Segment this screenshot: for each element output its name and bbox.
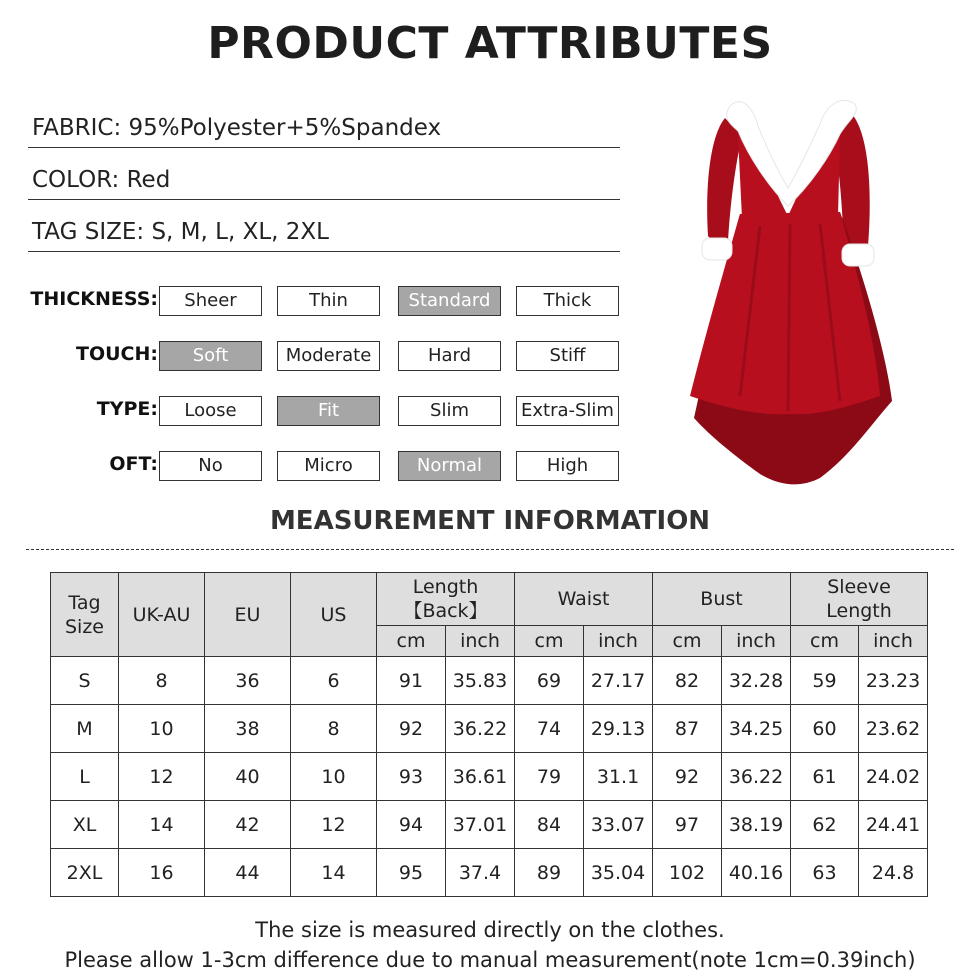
dress-image	[680, 96, 902, 488]
table-cell: 34.25	[722, 705, 791, 753]
table-cell: 36.61	[446, 753, 515, 801]
table-cell: 79	[515, 753, 584, 801]
header-sleeve-inch: inch	[859, 626, 928, 657]
note-measured: The size is measured directly on the clothes.	[255, 918, 725, 942]
rating-row	[0, 451, 640, 483]
table-cell: 40.16	[722, 849, 791, 897]
table-cell: 36.22	[446, 705, 515, 753]
table-cell: 31.1	[584, 753, 653, 801]
table-row	[51, 705, 928, 753]
table-cell: 102	[653, 849, 722, 897]
header-bust-cm: cm	[653, 626, 722, 657]
measurement-title: MEASUREMENT INFORMATION	[269, 506, 711, 536]
rating-label: TYPE:	[96, 398, 158, 420]
table-cell: L	[51, 753, 119, 801]
table-cell: S	[51, 657, 119, 705]
table-cell: 23.62	[859, 705, 928, 753]
table-cell: 38	[205, 705, 291, 753]
table-cell: 36	[205, 657, 291, 705]
table-cell: 37.01	[446, 801, 515, 849]
rating-option: Stiff	[516, 341, 619, 371]
table-cell: 89	[515, 849, 584, 897]
page-title: PRODUCT ATTRIBUTES	[207, 18, 773, 69]
table-cell: 14	[291, 849, 377, 897]
table-cell: 2XL	[51, 849, 119, 897]
rating-option: Extra-Slim	[516, 396, 619, 426]
table-cell: 12	[119, 753, 205, 801]
table-cell: 61	[791, 753, 859, 801]
table-cell: 95	[377, 849, 446, 897]
table-cell: 24.8	[859, 849, 928, 897]
rating-option: High	[516, 451, 619, 481]
header-eu: EU	[205, 573, 291, 657]
table-cell: 35.04	[584, 849, 653, 897]
table-cell: 10	[291, 753, 377, 801]
rating-label: OFT:	[109, 453, 158, 475]
table-cell: 32.28	[722, 657, 791, 705]
rating-option: Slim	[398, 396, 501, 426]
header-length	[377, 573, 515, 626]
header-bust-inch: inch	[722, 626, 791, 657]
table-cell: 37.4	[446, 849, 515, 897]
rating-option: Normal	[398, 451, 501, 481]
rating-option: Thin	[277, 286, 380, 316]
table-cell: 36.22	[722, 753, 791, 801]
header-sleeve-cm: cm	[791, 626, 859, 657]
table-cell: 59	[791, 657, 859, 705]
rating-option: Thick	[516, 286, 619, 316]
table-cell: 33.07	[584, 801, 653, 849]
table-cell: 8	[119, 657, 205, 705]
rating-option: Loose	[159, 396, 262, 426]
header-uk-au: UK-AU	[119, 573, 205, 657]
table-cell: 27.17	[584, 657, 653, 705]
header-length-line2: 【Back】	[403, 600, 488, 622]
rating-option: Micro	[277, 451, 380, 481]
table-cell: 14	[119, 801, 205, 849]
rating-option: No	[159, 451, 262, 481]
table-row	[51, 753, 928, 801]
table-cell: 24.41	[859, 801, 928, 849]
table-row	[51, 849, 928, 897]
table-cell: 69	[515, 657, 584, 705]
measurement-table	[50, 572, 928, 897]
header-waist-cm: cm	[515, 626, 584, 657]
header-sleeve-line1: Sleeve	[827, 576, 891, 598]
fabric-line: FABRIC: 95%Polyester+5%Spandex	[28, 108, 620, 148]
table-cell: 40	[205, 753, 291, 801]
rating-option: Hard	[398, 341, 501, 371]
header-waist-inch: inch	[584, 626, 653, 657]
table-cell: 29.13	[584, 705, 653, 753]
table-cell: 35.83	[446, 657, 515, 705]
tag-size-line: TAG SIZE: S, M, L, XL, 2XL	[28, 212, 620, 252]
table-cell: 38.19	[722, 801, 791, 849]
dashed-divider	[26, 549, 954, 550]
rating-option: Moderate	[277, 341, 380, 371]
header-sleeve-length	[791, 573, 928, 626]
table-cell: XL	[51, 801, 119, 849]
table-cell: 91	[377, 657, 446, 705]
table-cell: 63	[791, 849, 859, 897]
header-length-cm: cm	[377, 626, 446, 657]
color-line: COLOR: Red	[28, 160, 620, 200]
table-cell: 97	[653, 801, 722, 849]
rating-option: Sheer	[159, 286, 262, 316]
measurement-table-body	[51, 657, 928, 897]
table-row	[51, 801, 928, 849]
table-cell: 60	[791, 705, 859, 753]
table-cell: 12	[291, 801, 377, 849]
table-cell: 92	[653, 753, 722, 801]
rating-label: TOUCH:	[76, 343, 158, 365]
rating-row	[0, 341, 640, 373]
table-cell: 10	[119, 705, 205, 753]
header-waist: Waist	[515, 573, 653, 626]
rating-row	[0, 396, 640, 428]
table-cell: 74	[515, 705, 584, 753]
rating-option: Standard	[398, 286, 501, 316]
table-cell: 84	[515, 801, 584, 849]
rating-option: Soft	[159, 341, 262, 371]
header-length-line1: Length	[412, 576, 479, 598]
table-cell: 44	[205, 849, 291, 897]
table-cell: 6	[291, 657, 377, 705]
table-cell: 87	[653, 705, 722, 753]
table-cell: 16	[119, 849, 205, 897]
header-us: US	[291, 573, 377, 657]
table-cell: 62	[791, 801, 859, 849]
table-cell: M	[51, 705, 119, 753]
table-cell: 93	[377, 753, 446, 801]
table-cell: 42	[205, 801, 291, 849]
rating-label: THICKNESS:	[30, 288, 158, 310]
table-cell: 8	[291, 705, 377, 753]
rating-option: Fit	[277, 396, 380, 426]
rating-row	[0, 286, 640, 318]
note-difference: Please allow 1-3cm difference due to manual measurement(note 1cm=0.39inch)	[64, 948, 916, 972]
header-bust: Bust	[653, 573, 791, 626]
header-sleeve-line2: Length	[826, 600, 892, 622]
table-cell: 94	[377, 801, 446, 849]
header-tag-size: Tag Size	[51, 573, 119, 657]
table-row	[51, 657, 928, 705]
header-length-inch: inch	[446, 626, 515, 657]
table-cell: 92	[377, 705, 446, 753]
table-cell: 82	[653, 657, 722, 705]
table-cell: 23.23	[859, 657, 928, 705]
table-cell: 24.02	[859, 753, 928, 801]
